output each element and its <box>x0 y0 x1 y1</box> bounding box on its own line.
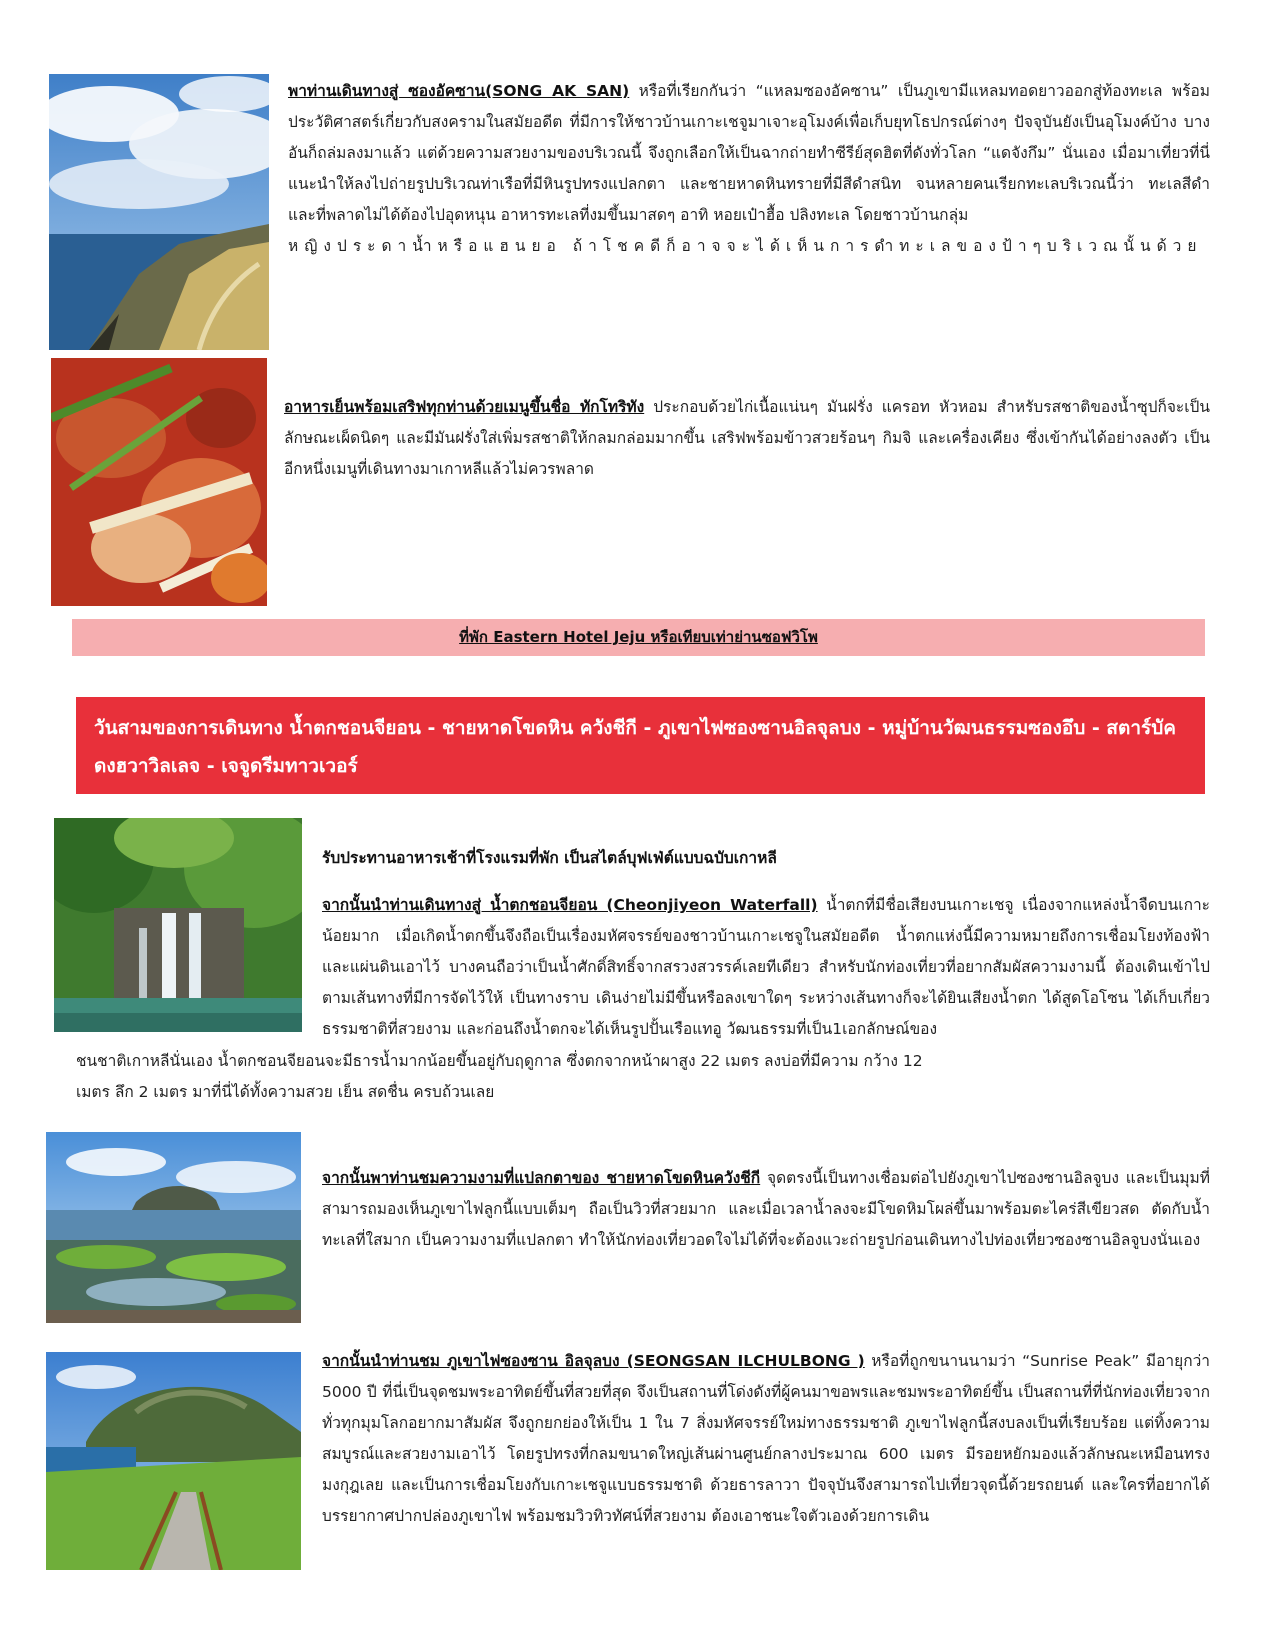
gwangchigi-text: จุดตรงนี้เป็นทางเชื่อมต่อไปยังภูเขาไปซองซานอิลจูบง และเป็นมุมที่สามารถมองเห็นภูเขาไฟลูกนี้แบบเต็มๆ ถือเป็นวิวที่สวยมาก และเมื่อเวลาน้ำลงจะมีโขดหิมโผล่ขึ้นมาพร้อมตะไคร่สีเขียวสด ตัดกับน้ำทะเลที่ใสมาก เป็นความงามที่แปลกตา ทำให้นักท่องเที่ยวอดใจไม่ได้ที่จะต้องแวะถ่ายรูปก่อนเดินทางไปท่องเที่ยวซองซานอิลจูบงนั่นเอง <box>322 1169 1210 1249</box>
waterfall-cont2: เมตร ลึก 2 เมตร มาที่นี่ได้ทั้งความสวย เย็น สดชื่น ครบถ้วนเลย <box>76 1083 495 1101</box>
songak-photo <box>49 74 269 350</box>
dinner-paragraph <box>284 392 1210 485</box>
waterfall-text: น้ำตกที่มีชื่อเสียงบนเกาะเชจู เนื่องจากแหล่งน้ำจืดบนเกาะน้อยมาก เมื่อเกิดน้ำตกขึ้นจึงถือเป็นเรื่องมหัศจรรย์ของชาวบ้านเกาะเชจูในสมัยอดีต น้ำตกแห่งนี้มีความหมายถึงการเชื่อมโยงท้องฟ้าและแผ่นดินเอาไว้ บางคนถือว่าเป็นน้ำศักดิ์สิทธิ์จากสรวงสวรรค์เลยทีเดียว สำหรับนักท่องเที่ยวที่อยากสัมผัสความงามนี้ ต้องเดินเข้าไปตามเส้นทางที่มีการจัดไว้ให้ เป็นทางราบ เดินง่ายไม่มีขึ้นหรือลงเขาใดๆ ระหว่างเส้นทางก็จะได้ยินเสียงน้ำตก ได้สูดโอโซน ได้เก็บเกี่ยวธรรมชาติที่สวยงาม และก่อนถึงน้ำตกจะได้เห็นรูปปั้นเรือแทอู วัฒนธรรมที่เป็น1เอกลักษณ์ของ <box>322 896 1210 1038</box>
day3-heading: วันสามของการเดินทาง น้ำตกชอนจียอน - ชายหาดโขดหิน ควังชีกี - ภูเขาไฟซองซานอิลจุลบง - หมู่บ้านวัฒนธรรมซองอึบ - สตาร์บัคดงฮวาวิลเลจ - เจจูดรีมทาวเวอร์ <box>76 697 1205 794</box>
seongsan-paragraph <box>322 1346 1210 1532</box>
waterfall-title: จากนั้นนำท่านเดินทางสู่ น้ำตกชอนจียอน (Cheonjiyeon Waterfall) <box>322 896 818 914</box>
seongsan-photo <box>46 1352 301 1570</box>
songak-text-end: หญิงประดาน้ำหรือแฮนยอ ถ้าโชคดีก็อาจจะได้เห็นการดำทะเลของป้าๆบริเวณนั้นด้วย <box>288 237 1203 255</box>
gwangchigi-paragraph <box>322 1163 1210 1256</box>
dinner-text: ประกอบด้วยไก่เนื้อแน่นๆ มันฝรั่ง แครอท หัวหอม สำหรับรสชาติของน้ำซุปก็จะเป็นลักษณะเผ็ดนิดๆ และมีมันฝรั่งใส่เพิ่มรสชาติให้กลมกล่อมมากขึ้น เสริฟพร้อมข้าวสวยร้อนๆ กิมจิ และเครื่องเคียง ซึ่งเข้ากันได้อย่างลงตัว เป็นอีกหนึ่งเมนูที่เดินทางมาเกาหลีแล้วไม่ควรพลาด <box>284 398 1210 478</box>
gwangchigi-title: จากนั้นพาท่านชมความงามที่แปลกตาของ ชายหาดโขดหินควังชีกี <box>322 1169 761 1187</box>
seongsan-text: หรือที่ถูกขนานนามว่า “Sunrise Peak” มีอายุกว่า 5000 ปี ที่นี่เป็นจุดชมพระอาทิตย์ขึ้นที่สวยที่สุด จึงเป็นสถานที่โด่งดังที่ผู้คนมาขอพรและชมพระอาทิตย์ขึ้น เป็นสถานที่ที่นักท่องเที่ยวจากทั่วทุกมุมโลกอยากมาสัมผัส จึงถูกยกย่องให้เป็น 1 ใน 7 สิ่งมหัศจรรย์ใหม่ทางธรรมชาติ ภูเขาไฟลูกนี้สงบลงเป็นที่เรียบร้อย แต่ทิ้งความสมบูรณ์และสวยงามเอาไว้ โดยรูปทรงที่กลมขนาดใหญ่เส้นผ่านศูนย์กลางประมาณ 600 เมตร มีรอยหยักมองแล้วลักษณะเหมือนทรงมงกุฎเลย และเป็นการเชื่อมโยงกับเกาะเชจูแบบธรรมชาติ ด้วยธารลาวา ปัจจุบันจึงสามารถไปเที่ยวจุดนี้ด้วยรถยนต์ และใครที่อยากได้บรรยากาศปากปล่องภูเขาไฟ พร้อมชมวิวทิวทัศน์ที่สวยงาม ต้องเอาชนะใจตัวเองด้วยการเดิน <box>322 1352 1210 1525</box>
songak-paragraph <box>288 76 1210 262</box>
waterfall-cont1: ชนชาติเกาหลีนั่นเอง น้ำตกชอนจียอนจะมีธารน้ำมากน้อยขึ้นอยู่กับฤดูกาล ซึ่งตกจากหน้าผาสูง 22 เมตร ลงบ่อที่มีความ กว้าง 12 <box>76 1052 923 1070</box>
dakdoritang-photo <box>51 358 267 606</box>
hotel-banner: ที่พัก Eastern Hotel Jeju หรือเทียบเท่าย่านซอฟวิโพ <box>72 619 1205 656</box>
gwangchigi-photo <box>46 1132 301 1323</box>
breakfast-text: รับประทานอาหารเช้าที่โรงแรมที่พัก เป็นสไตล์บุฟเฟ่ต์แบบฉบับเกาหลี <box>322 849 777 867</box>
songak-title: พาท่านเดินทางสู่ ซองอัคซาน(SONG AK SAN) <box>288 82 630 100</box>
dinner-title: อาหารเย็นพร้อมเสริฟทุกท่านด้วยเมนูขึ้นชื่อ ทักโทริทัง <box>284 398 645 416</box>
songak-text: หรือที่เรียกกันว่า “แหลมซองอัคซาน” เป็นภูเขามีแหลมทอดยาวออกสู่ท้องทะเล พร้อมประวัติศาสตร์เกี่ยวกับสงครามในสมัยอดีต ที่มีการให้ชาวบ้านเกาะเชจูมาเจาะอุโมงค์เพื่อเก็บยุทโธปกรณ์ต่างๆ ปัจจุบันยังเป็นอุโมงค์บ้าง บางอันก็ถล่มลงมาแล้ว แต่ด้วยความสวยงามของบริเวณนี้ จึงถูกเลือกให้เป็นฉากถ่ายทำซีรีย์สุดฮิตที่ดังทั่วโลก “แดจังกึม” นั่นเอง เมื่อมาเที่ยวที่นี่แนะนำให้ลงไปถ่ายรูปบริเวณท่าเรือที่มีหินรูปทรงแปลกตา และชายหาดหินทรายที่มีสีดำสนิท จนหลายคนเรียกทะเลบริเวณนี้ว่า ทะเลสีดำ และที่พลาดไม่ได้ต้องไปอุดหนุน อาหารทะเลที่งมขึ้นมาสดๆ อาทิ หอยเป๋าฮื้อ ปลิงทะเล โดยชาวบ้านกลุ่ม <box>288 82 1210 224</box>
waterfall-photo <box>54 818 302 1032</box>
seongsan-title: จากนั้นนำท่านชม ภูเขาไฟซองซาน อิลจุลบง (SEONGSAN ILCHULBONG ) <box>322 1352 865 1370</box>
waterfall-paragraph <box>322 890 1210 1045</box>
